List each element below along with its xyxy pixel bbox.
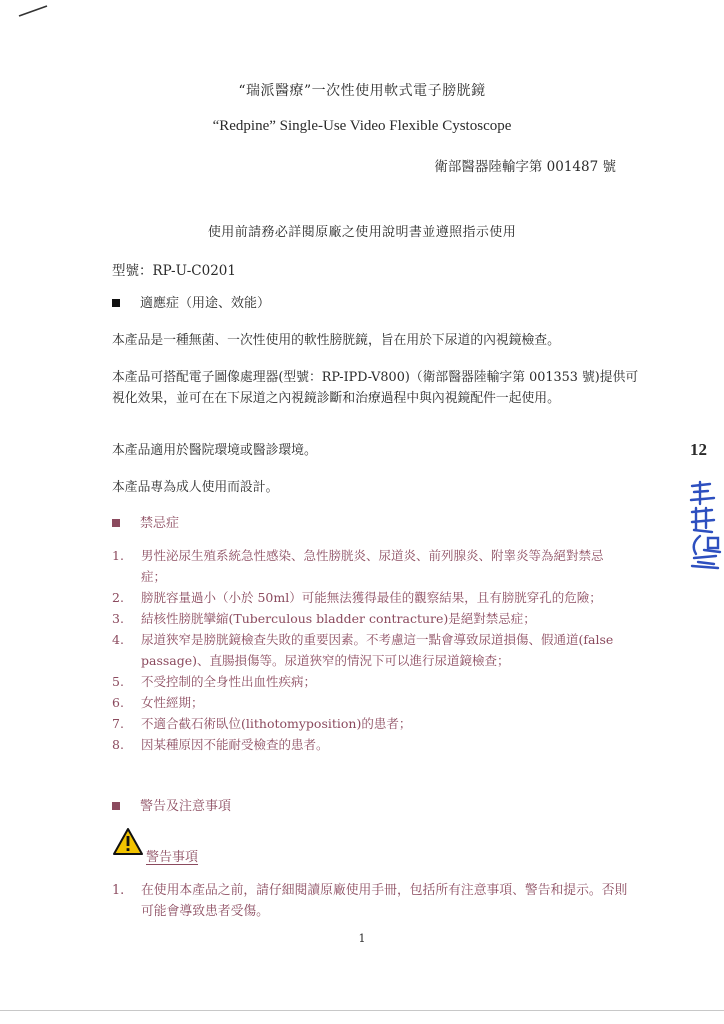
item-text: 在使用本產品之前，請仔細閱讀原廠使用手冊，包括所有注意事項、警告和提示。否則可能會導致患者受傷。 [141, 883, 628, 919]
page-edge-divider [0, 1010, 724, 1011]
item-number: 6. [112, 695, 124, 710]
usage-notice: 使用前請務必詳閱原廠之使用說明書並遵照指示使用 [207, 225, 517, 240]
warnings-subheading: 警告事項 [146, 850, 199, 865]
side-page-mark: 12 [690, 440, 707, 459]
warnings-heading-text: 警告及注意事項 [140, 799, 232, 814]
item-text: 因某種原因不能耐受檢查的患者。 [141, 737, 329, 752]
item-text: 不適合截石術臥位(lithotomyposition)的患者； [141, 716, 412, 731]
list-item [112, 692, 622, 713]
indication-paragraph: 本產品專為成人使用而設計。 [112, 480, 279, 495]
title-chinese: “瑞派醫療”一次性使用軟式電子膀胱鏡 [238, 83, 486, 99]
item-number: 2. [112, 590, 124, 605]
seal-stamp-icon [686, 478, 724, 570]
item-text: 不受控制的全身性出血性疾病； [141, 674, 317, 689]
indications-heading [112, 292, 270, 311]
square-bullet-icon [112, 519, 120, 527]
list-item [112, 629, 622, 671]
item-number: 5. [112, 674, 124, 689]
list-item [112, 608, 622, 629]
list-item [112, 545, 622, 587]
square-bullet-icon [112, 802, 120, 810]
indication-paragraph: 本產品適用於醫院環境或醫診環境。 [112, 443, 317, 458]
warnings-list [112, 880, 632, 922]
model-number: 型號：RP-U-C0201 [112, 263, 236, 279]
item-number: 3. [112, 611, 124, 626]
item-number: 1. [112, 548, 124, 563]
indications-heading-text: 適應症（用途、效能） [140, 296, 271, 311]
indication-paragraph: 本產品可搭配電子圖像處理器(型號：RP-IPD-V800)（衛部醫器陸輸字第 001353 號)提供可視化效果，並可在在下尿道之內視鏡診斷和治療過程中與內視鏡配件一起使用。 [112, 370, 639, 406]
item-number: 1. [112, 883, 125, 898]
list-item [112, 713, 622, 734]
indication-paragraph: 本產品是一種無菌、一次性使用的軟性膀胱鏡，旨在用於下尿道的內視鏡檢查。 [112, 333, 560, 348]
item-number: 7. [112, 716, 124, 731]
page-number: 1 [358, 932, 366, 945]
item-text: 膀胱容量過小（小於 50ml）可能無法獲得最佳的觀察結果，且有膀胱穿孔的危險； [141, 590, 602, 605]
contraindications-heading [112, 512, 179, 531]
item-text: 男性泌尿生殖系統急性感染、急性膀胱炎、尿道炎、前列腺炎、附睾炎等為絕對禁忌症； [141, 548, 604, 584]
item-number: 4. [112, 632, 124, 647]
list-item [112, 671, 622, 692]
item-number: 8. [112, 737, 124, 752]
list-item [112, 587, 622, 608]
item-text: 女性經期； [141, 695, 204, 710]
item-text: 尿道狹窄是膀胱鏡檢查失敗的重要因素。不考慮這一點會導致尿道損傷、假通道(false passage)、直腸損傷等。尿道狹窄的情況下可以進行尿道鏡檢查； [141, 632, 614, 668]
item-text: 結核性膀胱攣縮(Tuberculous bladder contracture)是絕對禁忌症； [141, 611, 536, 626]
contraindications-heading-text: 禁忌症 [140, 516, 180, 531]
warnings-heading [112, 795, 231, 814]
warning-triangle-icon [112, 827, 144, 856]
list-item [112, 880, 632, 922]
contraindications-list [112, 545, 622, 755]
square-bullet-icon [112, 299, 120, 307]
title-english: “Redpine” Single-Use Video Flexible Cystoscope [212, 118, 512, 134]
pen-stroke-mark [18, 4, 48, 18]
license-number: 衛部醫器陸輸字第 001487 號 [434, 159, 616, 175]
list-item [112, 734, 622, 755]
